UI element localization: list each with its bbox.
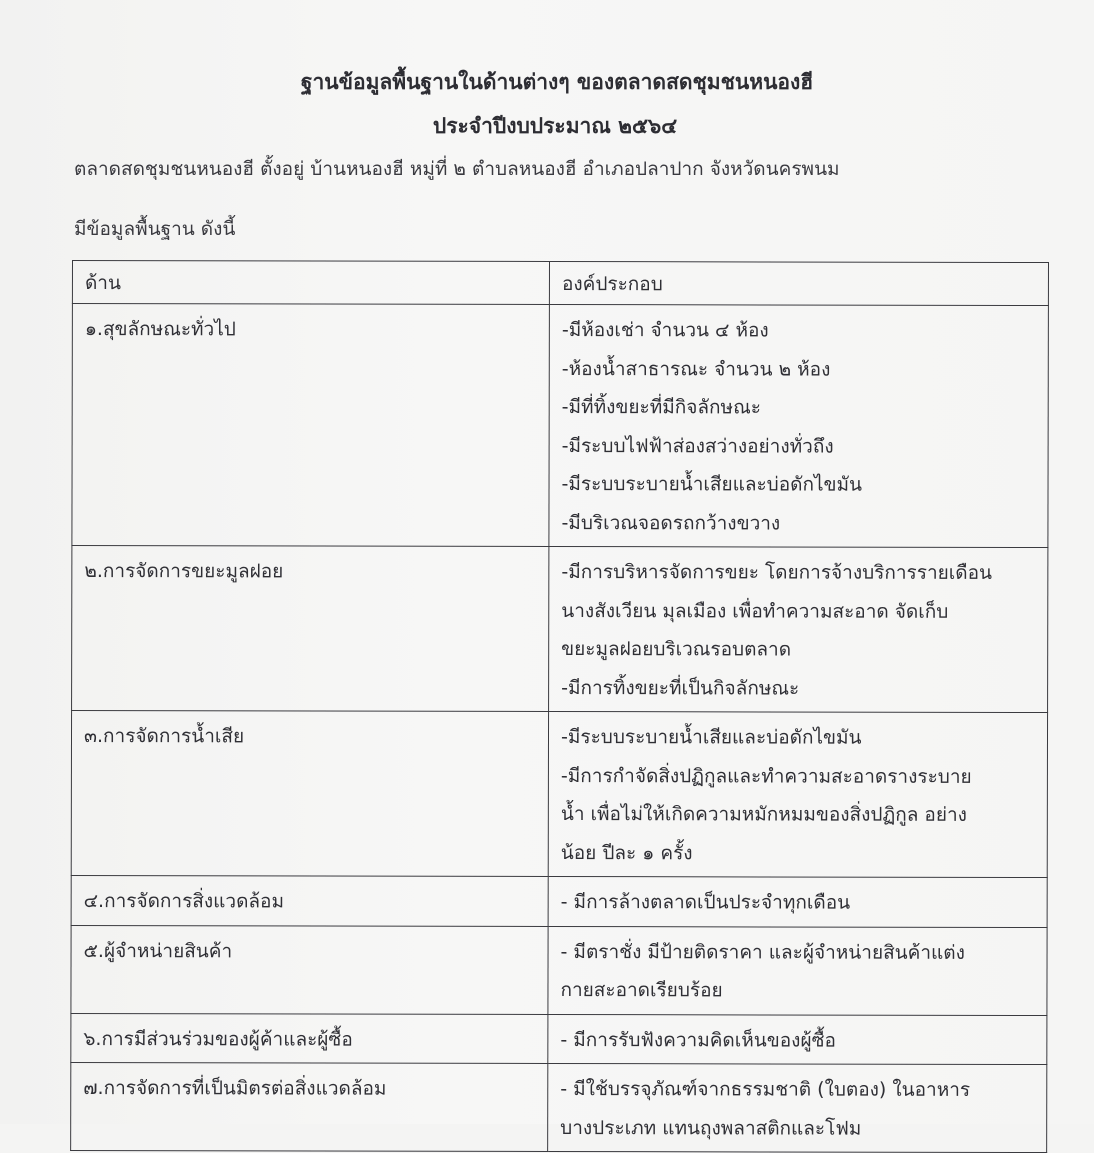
- component-line: - มีตราชั่ง มีป้ายติดราคา และผู้จำหน่ายสินค้าแต่ง: [560, 940, 965, 964]
- components-cell: [548, 876, 1047, 927]
- components-cell: [549, 546, 1048, 712]
- aspect-cell: [71, 875, 548, 925]
- aspect-cell: [71, 1062, 548, 1151]
- component-line: น้ำ เพื่อไม่ให้เกิดความหมักหมมของสิ่งปฏิกูล อย่าง: [560, 803, 967, 826]
- components-cell: [549, 304, 1049, 547]
- component-line: -มีที่ทิ้งขยะที่มีกิจลักษณะ: [561, 396, 761, 419]
- aspect-cell: [71, 711, 548, 877]
- component-line: -มีระบบระบายน้ำเสียและบ่อดักไขมัน: [561, 473, 863, 496]
- component-line: -มีระบบไฟฟ้าส่องสว่างอย่างทั่วถึง: [561, 434, 834, 458]
- component-line: -มีระบบระบายน้ำเสียและบ่อดักไขมัน: [560, 726, 862, 749]
- component-line: - มีการล้างตลาดเป็นประจำทุกเดือน: [560, 891, 851, 914]
- table-row: [71, 925, 1047, 1015]
- component-line: น้อย ปีละ ๑ ครั้ง: [560, 841, 693, 864]
- table-row: [71, 711, 1047, 878]
- component-line: - มีใช้บรรจุภัณฑ์จากธรรมชาติ (ใบตอง) ในอาหาร: [560, 1078, 971, 1101]
- component-line: -มีการกำจัดสิ่งปฏิกูลและทำความสะอาดรางระบาย: [560, 764, 972, 788]
- info-table: [70, 260, 1049, 1153]
- aspect-label: ๖.การมีส่วนร่วมของผู้ค้าและผู้ซื้อ: [83, 1027, 353, 1051]
- intro-text: ตลาดสดชุมชนหนองฮี ตั้งอยู่ บ้านหนองฮี หมู่ที่ ๒ ตำบลหนองฮี อำเภอปลาปาก จังหวัดนครพนม: [74, 158, 840, 180]
- component-line: ขยะมูลฝอยบริเวณรอบตลาด: [561, 638, 792, 661]
- components-cell: [548, 926, 1047, 1015]
- aspect-cell: [71, 925, 548, 1014]
- components-cell: [548, 1014, 1047, 1065]
- document-subtitle: ประจำปีงบประมาณ ๒๕๖๔: [432, 114, 678, 138]
- component-line: -ห้องน้ำสาธารณะ จำนวน ๒ ห้อง: [561, 357, 831, 381]
- component-line: -มีการบริหารจัดการขยะ โดยการจ้างบริการรายเดือน: [561, 561, 993, 584]
- components-cell: [548, 711, 1047, 877]
- component-line: -มีบริเวณจอดรถกว้างขวาง: [561, 511, 781, 534]
- component-line: -มีห้องเช่า จำนวน ๔ ห้อง: [561, 319, 769, 342]
- aspect-label: ๕.ผู้จำหน่ายสินค้า: [83, 939, 233, 962]
- component-line: กายสะอาดเรียบร้อย: [560, 979, 723, 1002]
- intro-text-continued: มีข้อมูลพื้นฐาน ดังนี้: [74, 218, 236, 240]
- aspect-label: ๑.สุขลักษณะทั่วไป: [84, 318, 236, 341]
- aspect-label: ๔.การจัดการสิ่งแวดล้อม: [83, 890, 285, 913]
- header-components-cell: [549, 262, 1048, 306]
- aspect-label: ๒.การจัดการขยะมูลฝอย: [84, 560, 284, 583]
- component-line: - มีการรับฟังความคิดเห็นของผู้ซื้อ: [560, 1028, 836, 1052]
- table-row: [71, 1062, 1047, 1152]
- component-line: นางสังเวียน มุลเมือง เพื่อทำความสะอาด จัดเก็บ: [561, 599, 949, 623]
- header-aspect-cell: [72, 261, 549, 305]
- header-aspect: ด้าน: [84, 272, 121, 295]
- component-line: -มีการทิ้งขยะที่เป็นกิจลักษณะ: [561, 676, 800, 700]
- table-row: [72, 304, 1049, 548]
- aspect-cell: [72, 304, 550, 547]
- aspect-label: ๓.การจัดการน้ำเสีย: [83, 725, 245, 748]
- table-row: [71, 875, 1047, 927]
- table-header-row: [72, 261, 1048, 306]
- aspect-cell: [72, 546, 549, 712]
- header-components: องค์ประกอบ: [561, 273, 663, 296]
- components-cell: [548, 1063, 1047, 1152]
- table-row: [71, 1013, 1047, 1065]
- component-line: บางประเภท แทนถุงพลาสติกและโฟม: [560, 1116, 862, 1140]
- aspect-cell: [71, 1013, 548, 1063]
- table-row: [72, 546, 1048, 713]
- aspect-label: ๗.การจัดการที่เป็นมิตรต่อสิ่งแวดล้อม: [83, 1077, 387, 1100]
- document-title: ฐานข้อมูลพื้นฐานในด้านต่างๆ ของตลาดสดชุมชนหนองฮี: [300, 70, 814, 94]
